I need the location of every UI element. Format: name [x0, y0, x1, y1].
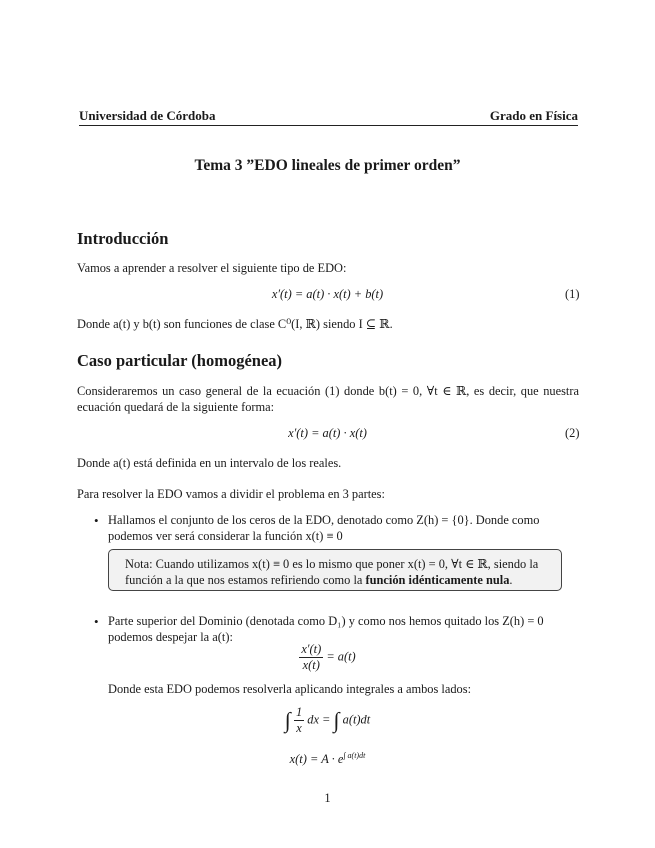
- note-text: Nota: Cuando utilizamos x(t) ≡ 0 es lo mismo que poner x(t) = 0, ∀t ∈ ℝ, siendo la función a la que nos estamos refiriendo como la: [125, 557, 539, 587]
- intro-paragraph-1: Vamos a aprender a resolver el siguiente tipo de EDO:: [77, 261, 347, 275]
- homog-paragraph-1: Consideraremos un caso general de la ecuación (1) donde b(t) = 0, ∀t ∈ ℝ, es decir, que nuestra ecuación quedará de la siguiente forma:: [77, 384, 579, 414]
- fraction-numerator: x′(t): [301, 642, 322, 656]
- integral-sign-left: ∫: [284, 707, 291, 733]
- integral-fraction-numerator: 1: [295, 705, 303, 719]
- integral-fraction: [294, 705, 304, 736]
- bullet-dot-1: •: [94, 513, 99, 528]
- note-box: [108, 549, 562, 591]
- equation-2-number: (2): [565, 426, 580, 440]
- fraction-rhs: = a(t): [326, 649, 356, 664]
- fraction: [299, 642, 323, 673]
- equation-fraction: [0, 642, 655, 673]
- equation-1: x′(t) = a(t) · x(t) + b(t): [271, 287, 384, 301]
- equation-2: x′(t) = a(t) · x(t): [288, 426, 367, 440]
- header-rule: [79, 125, 578, 126]
- homog-paragraph-4: Donde esta EDO podemos resolverla aplicando integrales a ambos lados:: [108, 682, 472, 696]
- equation-integral: [0, 705, 655, 736]
- integral-lhs-tail: dx =: [307, 712, 331, 727]
- equation-1-number: (1): [565, 287, 580, 301]
- bullet-item-2: Parte superior del Dominio (denotada como D₁) y como nos hemos quitado los Z(h) = 0 podemos despejar la a(t):: [108, 614, 544, 644]
- page-number: 1: [324, 791, 331, 805]
- note-suffix: .: [509, 573, 513, 587]
- header-university: Universidad de Córdoba: [79, 108, 216, 123]
- integral-sign-right: ∫: [333, 707, 340, 733]
- note-bold-term: función idénticamente nula: [365, 573, 510, 587]
- section-heading-intro: Introducción: [77, 229, 169, 248]
- fraction-denominator: x(t): [302, 658, 320, 672]
- homog-paragraph-3: Para resolver la EDO vamos a dividir el problema en 3 partes:: [77, 487, 385, 501]
- intro-paragraph-2: Donde a(t) y b(t) son funciones de clase C⁰(I, ℝ) siendo I ⊆ ℝ.: [77, 317, 393, 331]
- section-heading-homogeneous: Caso particular (homogénea): [77, 351, 283, 370]
- document-title: Tema 3 ”EDO lineales de primer orden”: [194, 157, 461, 174]
- integral-rhs: a(t)dt: [342, 712, 371, 727]
- integral-fraction-denominator: x: [296, 721, 302, 735]
- equation-solution: [0, 751, 655, 767]
- solution-exponent: ∫ a(t)dt: [343, 751, 366, 760]
- homog-paragraph-2: Donde a(t) está definida en un intervalo de los reales.: [77, 456, 342, 470]
- header-degree: Grado en Física: [489, 108, 578, 123]
- solution-lhs: x(t) = A · e: [289, 752, 344, 767]
- bullet-dot-2: •: [94, 614, 99, 629]
- bullet-item-1: Hallamos el conjunto de los ceros de la EDO, denotado como Z(h) = {0}. Donde como podemos ver será considerar la función x(t) ≡ 0: [108, 513, 540, 543]
